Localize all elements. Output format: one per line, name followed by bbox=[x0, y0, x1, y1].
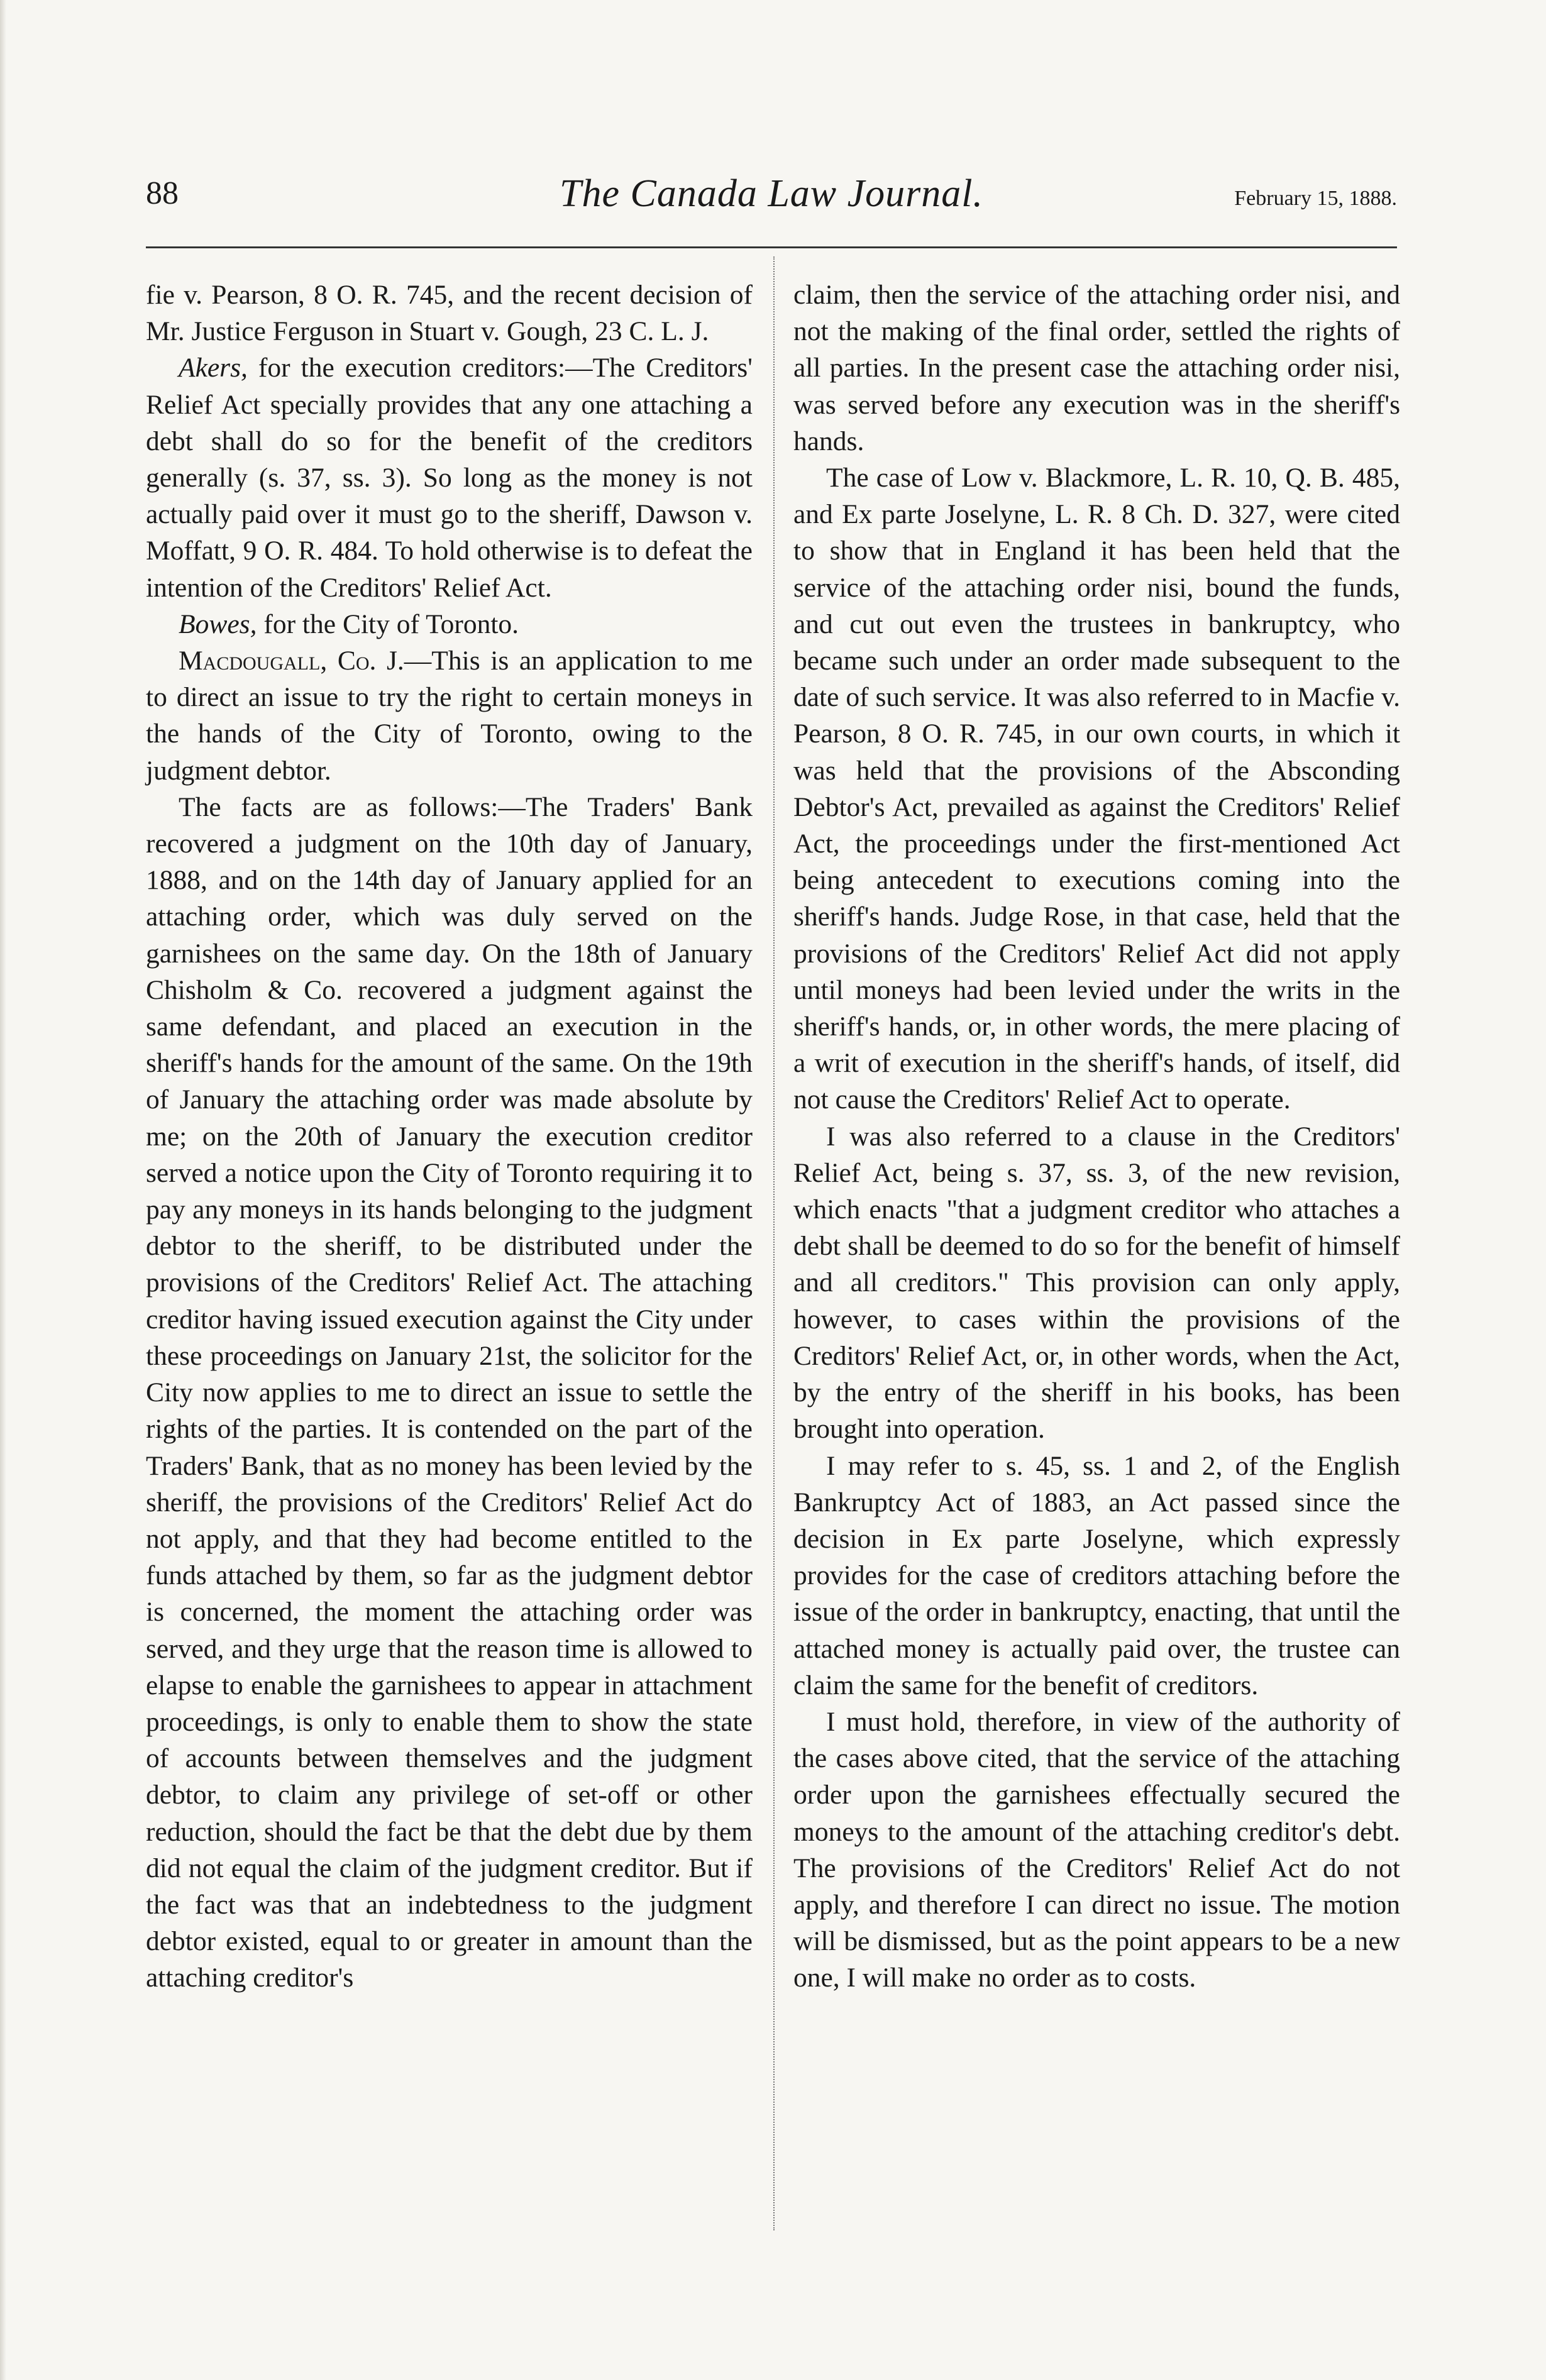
right-paragraph-4: I may refer to s. 45, ss. 1 and 2, of the English Bankruptcy Act of 1883, an Act passed since the decision in Ex parte Joselyne, which expressly provides for the case of creditors attaching before the issue of the order in bankruptcy, enacting, that until the attached money is actually paid over, the trustee can claim the same for the benefit of creditors. bbox=[793, 1450, 1400, 1700]
left-paragraph-5: The facts are as follows:—The Traders' Bank recovered a judgment on the 10th day of January, 1888, and on the 14th day of January applied for an attaching order, which was duly served on the garnishees on the same day. On the 18th of January Chisholm & Co. recovered a judgment against the same defendant, and placed an execution in the sheriff's hands for the amount of the same. On the 19th of January the attaching order was made absolute by me; on the 20th of January the execution creditor served a notice upon the City of Toronto requiring it to pay any moneys in its hands belonging to the judgment debtor to the sheriff, to be distributed under the provisions of the Creditors' Relief Act. The attaching creditor having issued execution against the City under these proceedings on January 21st, the solicitor for the City now applies to me to direct an issue to settle the rights of the parties. It is contended on the part of the Traders' Bank, that as no money has been levied by the sheriff, the provisions of the Creditors' Relief Act do not apply, and that they had become entitled to the funds attached by them, so far as the judgment debtor is concerned, the moment the attaching order was served, and they urge that the reason time is allowed to elapse to enable the garnishees to appear in attachment proceedings, is only to enable them to show the state of accounts between themselves and the judgment debtor, to claim any privilege of set-off or other reduction, should the fact be that the debt due by them did not equal the claim of the judgment creditor. But if the fact was that an indebtedness to the judgment debtor existed, equal to or greater in amount than the attaching creditor's bbox=[146, 791, 753, 1993]
left-column bbox=[146, 277, 753, 1997]
left-paragraph-4 bbox=[146, 642, 753, 789]
column-divider bbox=[773, 256, 776, 2230]
issue-date: February 15, 1888. bbox=[1234, 187, 1397, 210]
right-paragraph-5: I must hold, therefore, in view of the authority of the cases above cited, that the service of the attaching order upon the garnishees effectually secured the moneys to the amount of the attaching creditor's debt. The provisions of the Creditors' Relief Act do not apply, and therefore I can direct no issue. The motion will be dismissed, but as the point appears to be a new one, I will make no order as to costs. bbox=[793, 1706, 1400, 1993]
right-paragraph-2: The case of Low v. Blackmore, L. R. 10, Q. B. 485, and Ex parte Joselyne, L. R. 8 Ch. D. 327, were cited to show that in England it has been held that the service of the attaching order nisi, bound the funds, and cut out even the trustees in bankruptcy, who became such under an order made subsequent to the date of such service. It was also referred to in Macfie v. Pearson, 8 O. R. 745, in our own courts, in which it was held that the provisions of the Absconding Debtor's Act, prevailed as against the Creditors' Relief Act, the proceedings under the first-mentioned Act being antecedent to executions coming into the sheriff's hands. Judge Rose, in that case, held that the provisions of the Creditors' Relief Act did not apply until moneys had been levied under the writs in the sheriff's hands, or, in other words, the mere placing of a writ of execution in the sheriff's hands, of itself, did not cause the Creditors' Relief Act to operate. bbox=[793, 463, 1400, 1115]
running-header bbox=[146, 168, 1397, 219]
right-paragraph-3: I was also referred to a clause in the Creditors' Relief Act, being s. 37, ss. 3, of the new revision, which enacts "that a judgment creditor who attaches a debt shall be deemed to do so for the benefit of himself and all creditors." This provision can only apply, however, to cases within the provisions of the Creditors' Relief Act, or, in other words, when the Act, by the entry of the sheriff in his books, has been brought into operation. bbox=[793, 1121, 1400, 1445]
left-paragraph-2 bbox=[146, 350, 753, 605]
page-number: 88 bbox=[146, 175, 179, 211]
counsel-name-akers: Akers, bbox=[179, 353, 248, 383]
judge-name: Macdougall, Co. J. bbox=[179, 646, 404, 676]
left-paragraph-4-text: —This is an application to me to direct an issue to try the right to certain moneys in the hands of the City of Toronto, owing to the judgment debtor. bbox=[146, 646, 753, 786]
left-paragraph-3 bbox=[146, 606, 753, 642]
counsel-name-bowes: Bowes, bbox=[179, 609, 257, 639]
right-column bbox=[793, 277, 1400, 1997]
header-rule bbox=[146, 246, 1397, 248]
left-paragraph-1: fie v. Pearson, 8 O. R. 745, and the recent decision of Mr. Justice Ferguson in Stuart v. Gough, 23 C. L. J. bbox=[146, 280, 753, 347]
left-paragraph-3-text: for the City of Toronto. bbox=[257, 609, 519, 639]
left-paragraph-2-text: for the execution creditors:—The Creditors' Relief Act specially provides that any one attaching a debt shall do so for the benefit of the creditors generally (s. 37, ss. 3). So long as the money is not actually paid over it must go to the sheriff, Dawson v. Moffatt, 9 O. R. 484. To hold otherwise is to defeat the intention of the Creditors' Relief Act. bbox=[146, 353, 753, 603]
right-paragraph-1: claim, then the service of the attaching order nisi, and not the making of the final order, settled the rights of all parties. In the present case the attaching order nisi, was served before any execution was in the sheriff's hands. bbox=[793, 280, 1400, 456]
journal-title: The Canada Law Journal. bbox=[559, 172, 984, 215]
page-edge-shadow bbox=[0, 0, 6, 2380]
